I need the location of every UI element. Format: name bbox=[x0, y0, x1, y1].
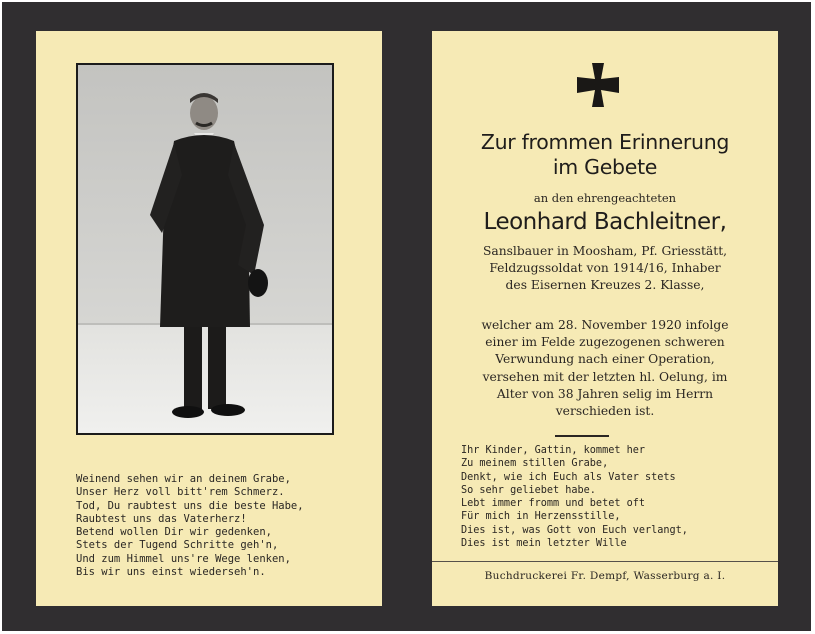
portrait-illustration bbox=[78, 65, 332, 433]
death-notice-line: welcher am 28. November 1920 infolge bbox=[481, 318, 729, 332]
right-poem-line: Für mich in Herzensstille, bbox=[461, 511, 621, 523]
portrait-photo bbox=[76, 63, 334, 435]
footer-rule bbox=[432, 561, 778, 562]
left-poem bbox=[76, 473, 366, 579]
right-poem-line: Dies ist, was Gott von Euch verlangt, bbox=[461, 524, 688, 536]
death-notice-line: verschieden ist. bbox=[555, 404, 655, 419]
death-notice-line: Verwundung nach einer Operation, bbox=[495, 352, 715, 367]
right-poem-line: Denkt, wie ich Euch als Vater stets bbox=[461, 471, 676, 483]
left-poem-line: Stets der Tugend Schritte geh'n, bbox=[76, 539, 279, 552]
death-notice-line: einer im Felde zugezogenen schweren bbox=[485, 335, 725, 350]
death-notice-line: Alter von 38 Jahren selig im Herrn bbox=[496, 386, 714, 401]
left-poem-line: Bis wir uns einst wiederseh'n. bbox=[76, 566, 266, 579]
left-poem-line: Raubtest uns das Vaterherz! bbox=[76, 512, 247, 525]
right-poem bbox=[461, 444, 688, 550]
death-notice-block bbox=[432, 317, 778, 420]
right-poem-line: Lebt immer fromm und betet oft bbox=[461, 498, 646, 510]
iron-cross-icon bbox=[577, 63, 619, 107]
left-card bbox=[36, 31, 382, 606]
printer-imprint: Buchdruckerei Fr. Dempf, Wasserburg a. I. bbox=[484, 570, 726, 582]
dedication-line: an den ehrengeachteten bbox=[533, 191, 677, 205]
memorial-subtitle: im Gebete bbox=[552, 155, 658, 179]
biography-block bbox=[432, 243, 778, 295]
left-poem-line: Betend wollen Dir wir gedenken, bbox=[76, 526, 272, 539]
biography-line: Sanslbauer in Moosham, Pf. Griesstätt, bbox=[482, 244, 728, 258]
right-poem-line: So sehr geliebet habe. bbox=[461, 484, 596, 496]
right-poem-line: Ihr Kinder, Gattin, kommet her bbox=[461, 445, 646, 456]
memorial-title: Zur frommen Erinnerung bbox=[480, 130, 730, 154]
death-notice-line: versehen mit der letzten hl. Oelung, im bbox=[482, 369, 728, 384]
left-poem-line: Tod, Du raubtest uns die beste Habe, bbox=[76, 499, 304, 512]
right-card bbox=[432, 31, 778, 606]
left-poem-line: Weinend sehen wir an deinem Grabe, bbox=[76, 473, 291, 485]
right-poem-line: Zu meinem stillen Grabe, bbox=[461, 458, 609, 470]
left-poem-line: Unser Herz voll bitt'rem Schmerz. bbox=[76, 486, 285, 499]
right-poem-line: Dies ist mein letzter Wille bbox=[461, 538, 627, 550]
section-divider bbox=[555, 435, 609, 437]
left-poem-line: Und zum Himmel uns're Wege lenken, bbox=[76, 552, 291, 565]
biography-line: des Eisernen Kreuzes 2. Klasse, bbox=[505, 278, 705, 293]
deceased-name: Leonhard Bachleitner, bbox=[483, 209, 727, 235]
biography-line: Feldzugssoldat von 1914/16, Inhaber bbox=[489, 261, 721, 276]
